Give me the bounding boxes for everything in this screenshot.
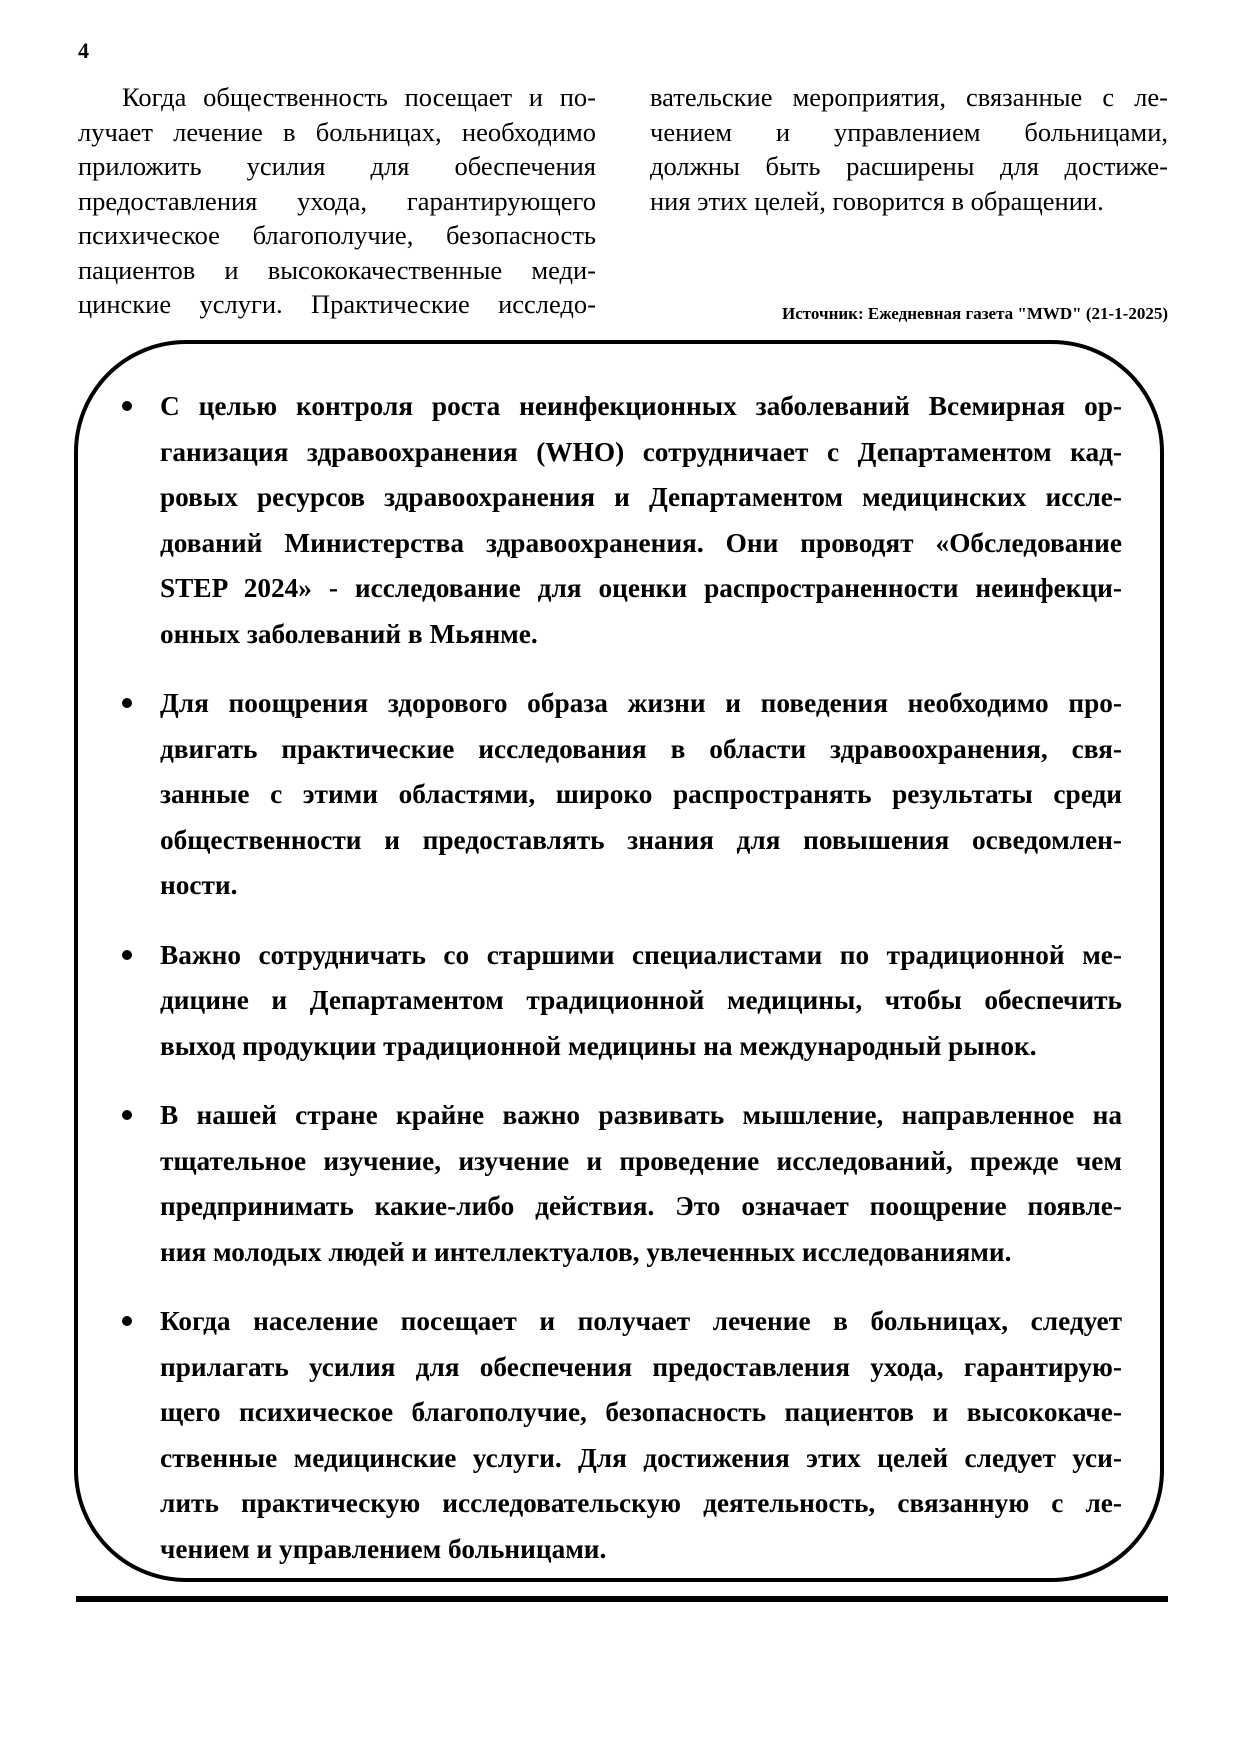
- article-line: чением и управлением больницами,: [650, 116, 1168, 147]
- bullet-line: С целью контроля роста неинфекционных заболеваний Всемирная ор-: [160, 391, 1122, 421]
- article-line: должны быть расширены для достиже-: [650, 151, 1168, 181]
- bullet-line: онных заболеваний в Мьянме.: [160, 618, 538, 649]
- article-line: психическое благополучие, безопасность: [78, 220, 596, 250]
- bullet-line: дований Министерства здравоохранения. Они проводят «Обследование: [160, 527, 1122, 558]
- summary-bullet-item: [160, 1299, 1122, 1572]
- article-line: пациентов и высококачественные меди-: [78, 254, 596, 285]
- article-line: вательские мероприятия, связанные с ле-: [650, 82, 1168, 112]
- article-right-column: [650, 80, 1168, 322]
- bullet-line: ганизация здравоохранения (WHO) сотрудничает с Департаментом кад-: [160, 436, 1122, 467]
- article-left-column: [78, 80, 596, 322]
- summary-bullet-list: [160, 384, 1122, 1596]
- bullet-line: щего психическое благополучие, безопасность пациентов и высококаче-: [160, 1397, 1122, 1427]
- bullet-line: двигать практические исследования в области здравоохранения, свя-: [160, 733, 1122, 764]
- bullet-dot-icon: [122, 401, 132, 411]
- bullet-dot-icon: [122, 950, 132, 960]
- bullet-line: Важно сотрудничать со старшими специалистами по традиционной ме-: [160, 939, 1122, 970]
- article-line: цинские услуги. Практические исследо-: [78, 289, 596, 319]
- bullet-line: занные с этими областями, широко распространять результаты среди: [160, 779, 1122, 809]
- article-line: предоставления ухода, гарантирующего: [78, 185, 596, 216]
- bullet-line: ровых ресурсов здравоохранения и Департаментом медицинских иссле-: [160, 482, 1122, 512]
- summary-bullet-item: [160, 681, 1122, 909]
- bullet-line: ности.: [160, 870, 238, 900]
- bullet-line: дицине и Департаментом традиционной медицины, чтобы обеспечить: [160, 985, 1122, 1015]
- bullet-line: Когда население посещает и получает лечение в больницах, следует: [160, 1306, 1122, 1336]
- bullet-line: предпринимать какие-либо действия. Это означает поощрение появле-: [160, 1191, 1122, 1221]
- article-line: ния этих целей, говорится в обращении.: [650, 185, 1104, 216]
- bullet-line: STEP 2024» - исследование для оценки распространенности неинфекци-: [160, 573, 1122, 603]
- bullet-line: выход продукции традиционной медицины на международный рынок.: [160, 1030, 1037, 1061]
- bullet-line: чением и управлением больницами.: [160, 1533, 607, 1564]
- bullet-line: тщательное изучение, изучение и проведение исследований, прежде чем: [160, 1145, 1122, 1176]
- bullet-line: В нашей стране крайне важно развивать мышление, направленное на: [160, 1100, 1122, 1130]
- bullet-line: ственные медицинские услуги. Для достижения этих целей следует уси-: [160, 1442, 1122, 1473]
- article-line: лучает лечение в больницах, необходимо: [78, 116, 596, 147]
- page-number: 4: [78, 38, 89, 63]
- summary-bullet-item: [160, 384, 1122, 657]
- summary-bullet-item: [160, 1093, 1122, 1275]
- bottom-rule: [76, 1596, 1168, 1602]
- bullet-line: Для поощрения здорового образа жизни и поведения необходимо про-: [160, 688, 1122, 718]
- bullet-line: ния молодых людей и интеллектуалов, увлеченных исследованиями.: [160, 1236, 1012, 1267]
- bullet-line: общественности и предоставлять знания для повышения осведомлен-: [160, 824, 1122, 855]
- bullet-line: прилагать усилия для обеспечения предоставления ухода, гарантирую-: [160, 1351, 1122, 1382]
- bullet-dot-icon: [122, 1110, 132, 1120]
- article-columns: [78, 80, 1168, 322]
- bullet-dot-icon: [122, 698, 132, 708]
- source-citation: Источник: Ежедневная газета "MWD" (21-1-2025): [782, 304, 1168, 323]
- article-line: приложить усилия для обеспечения: [78, 151, 596, 181]
- summary-bullet-item: [160, 933, 1122, 1070]
- bullet-dot-icon: [122, 1316, 132, 1326]
- bullet-line: лить практическую исследовательскую деятельность, связанную с ле-: [160, 1488, 1122, 1518]
- article-line: Когда общественность посещает и по-: [122, 82, 596, 112]
